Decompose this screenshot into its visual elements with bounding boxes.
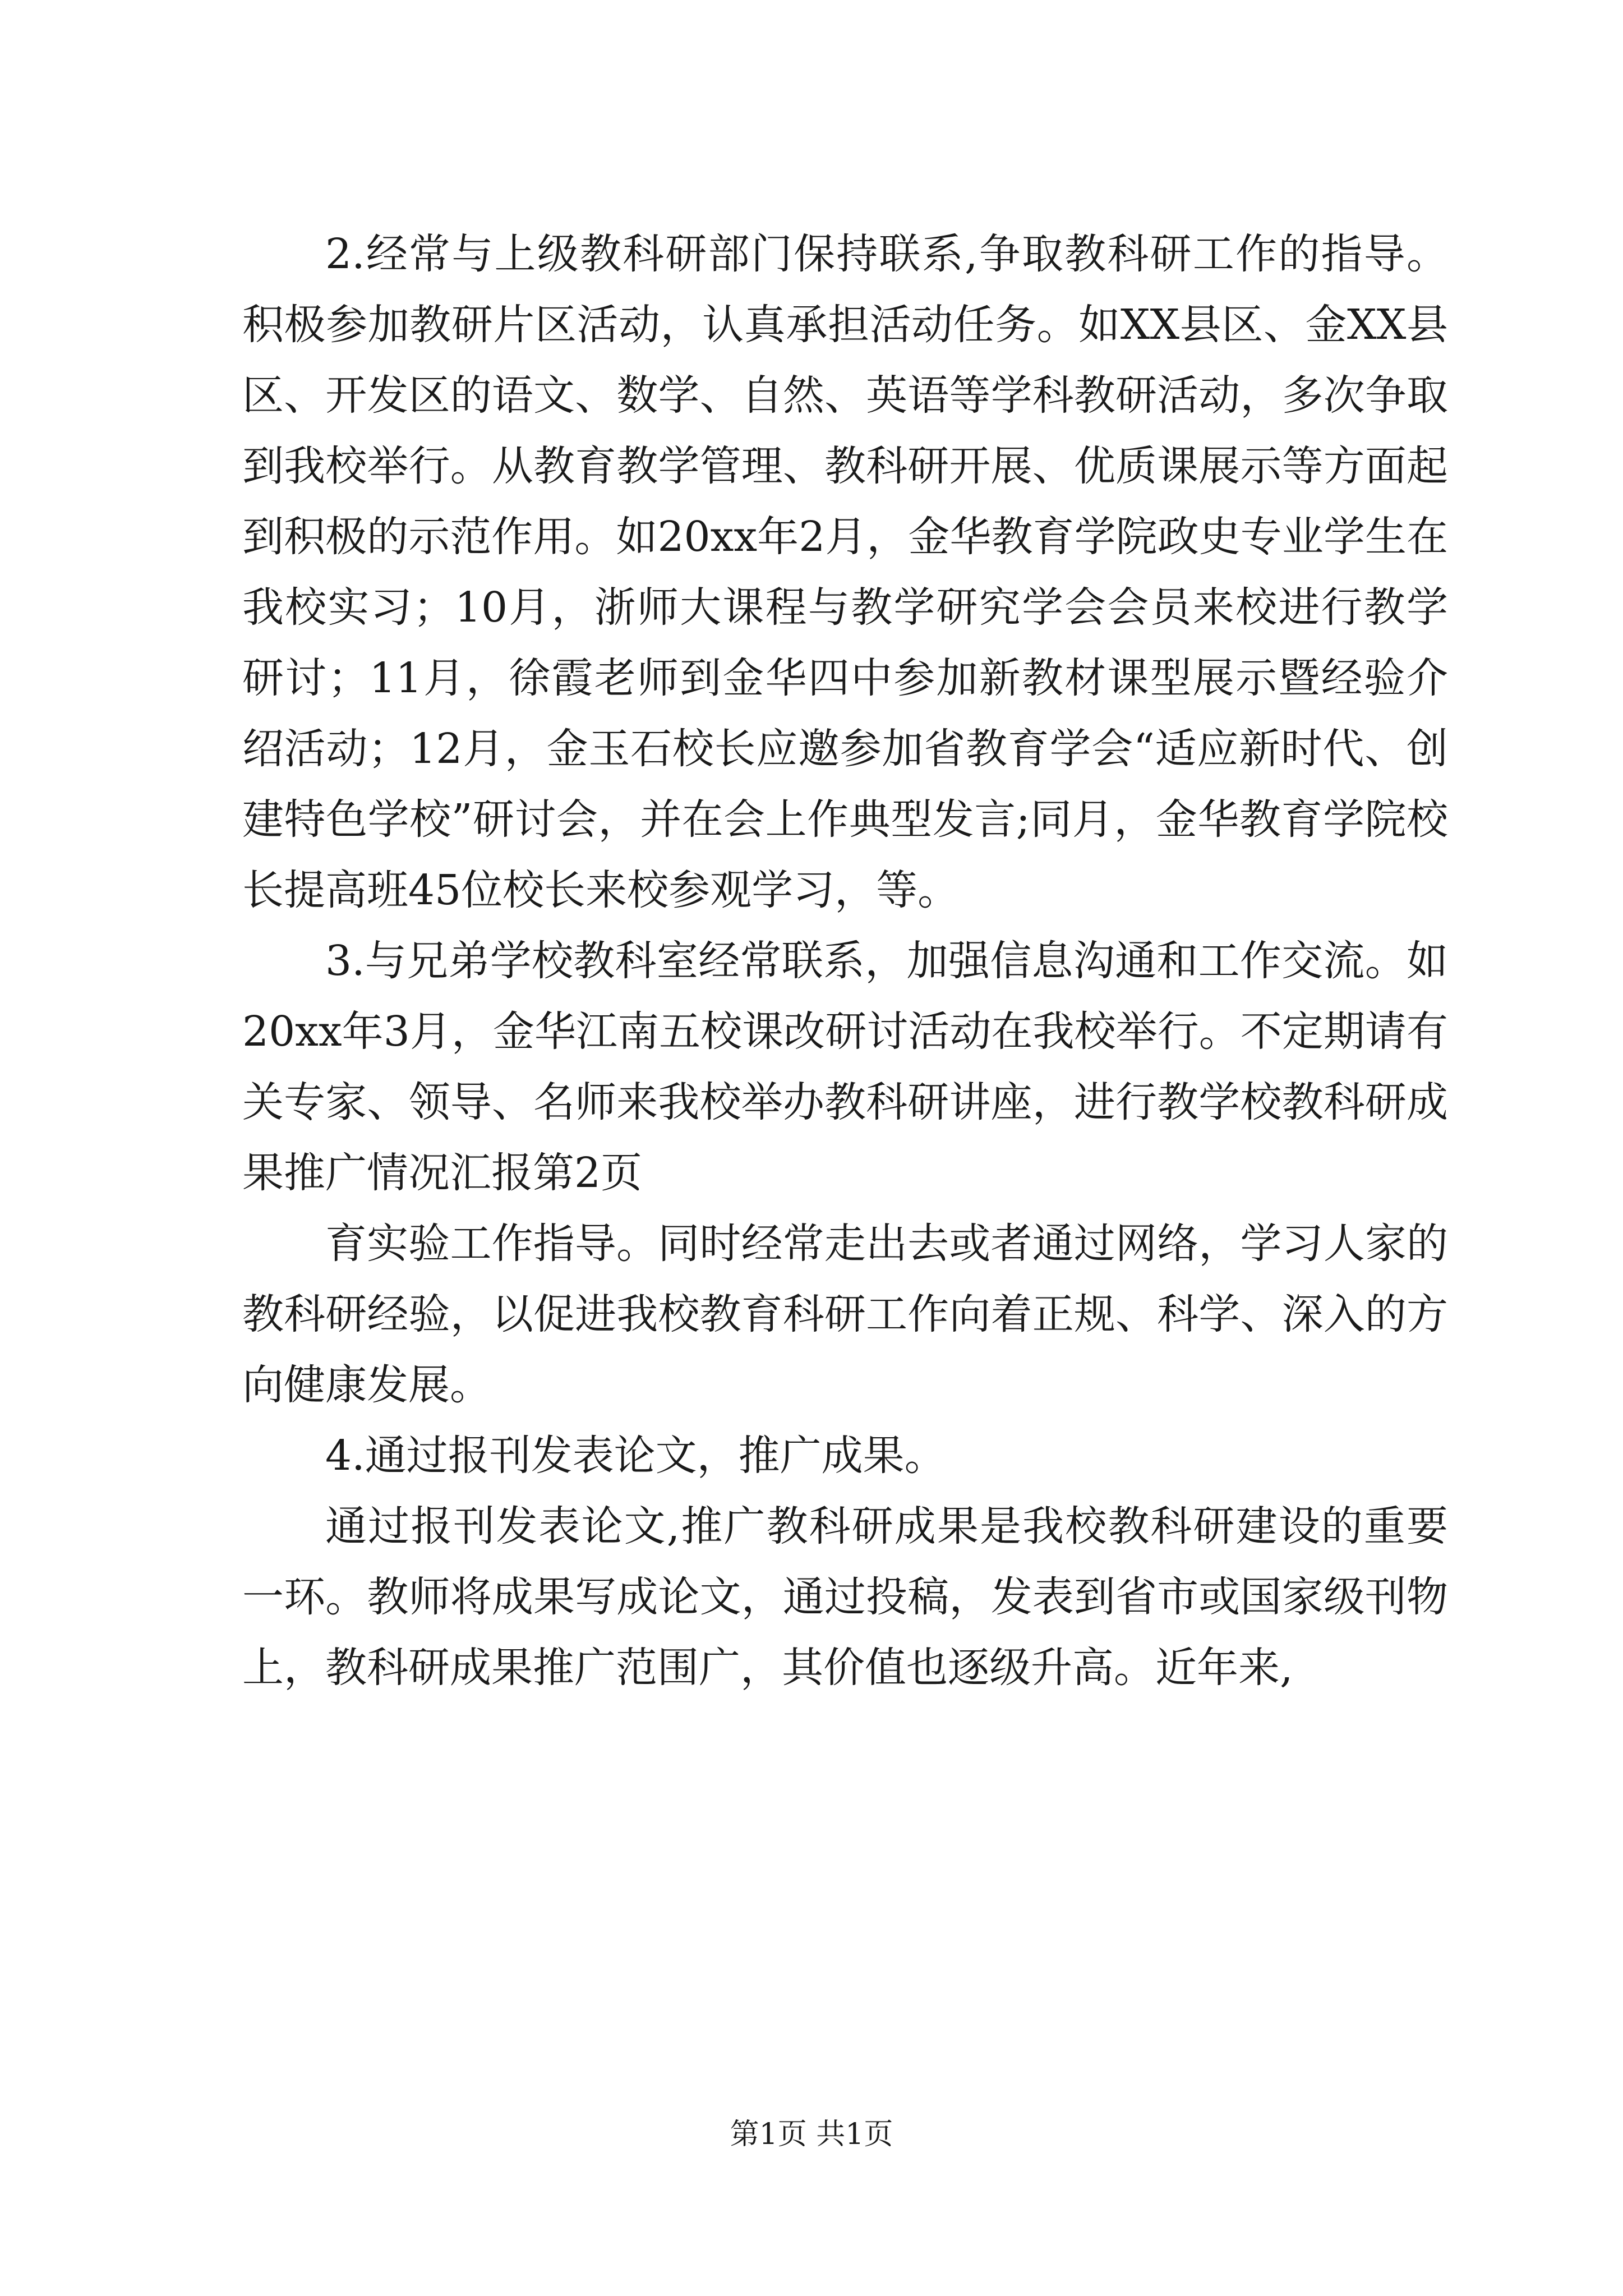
paragraph-item-3: 3.与兄弟学校教科室经常联系，加强信息沟通和工作交流。如20xx年3月，金华江南五校课改研讨活动在我校举行。不定期请有关专家、领导、名师来我校举办教科研讲座，进行教学校教科研成果推广情况汇报第2页	[242, 937, 1448, 1197]
document-body	[242, 219, 1448, 1703]
paragraph-continuation: 育实验工作指导。同时经常走出去或者通过网络，学习人家的教科研经验，以促进我校教育科研工作向着正规、科学、深入的方向健康发展。	[242, 1220, 1448, 1409]
paragraph-item-2: 2.经常与上级教科研部门保持联系,争取教科研工作的指导。积极参加教研片区活动，认真承担活动任务。如XX县区、金XX县区、开发区的语文、数学、自然、英语等学科教研活动，多次争取到我校举行。从教育教学管理、教科研开展、优质课展示等方面起到积极的示范作用。如20xx年2月，金华教育学院政史专业学生在我校实习；10月，浙师大课程与教学研究学会会员来校进行教学研讨；11月，徐霞老师到金华四中参加新教材课型展示暨经验介绍活动；12月，金玉石校长应邀参加省教育学会“适应新时代、创建特色学校”研讨会，并在会上作典型发言;同月，金华教育学院校长提高班45位校长来校参观学习，等。	[242, 230, 1448, 914]
paragraph-item-4-heading: 4.通过报刊发表论文，推广成果。	[325, 1432, 946, 1480]
paragraph-item-4-body: 通过报刊发表论文,推广教科研成果是我校教科研建设的重要一环。教师将成果写成论文，通过投稿，发表到省市或国家级刊物上，教科研成果推广范围广，其价值也逐级升高。近年来,	[242, 1502, 1448, 1692]
page-footer: 第1页 共1页	[730, 2118, 893, 2151]
